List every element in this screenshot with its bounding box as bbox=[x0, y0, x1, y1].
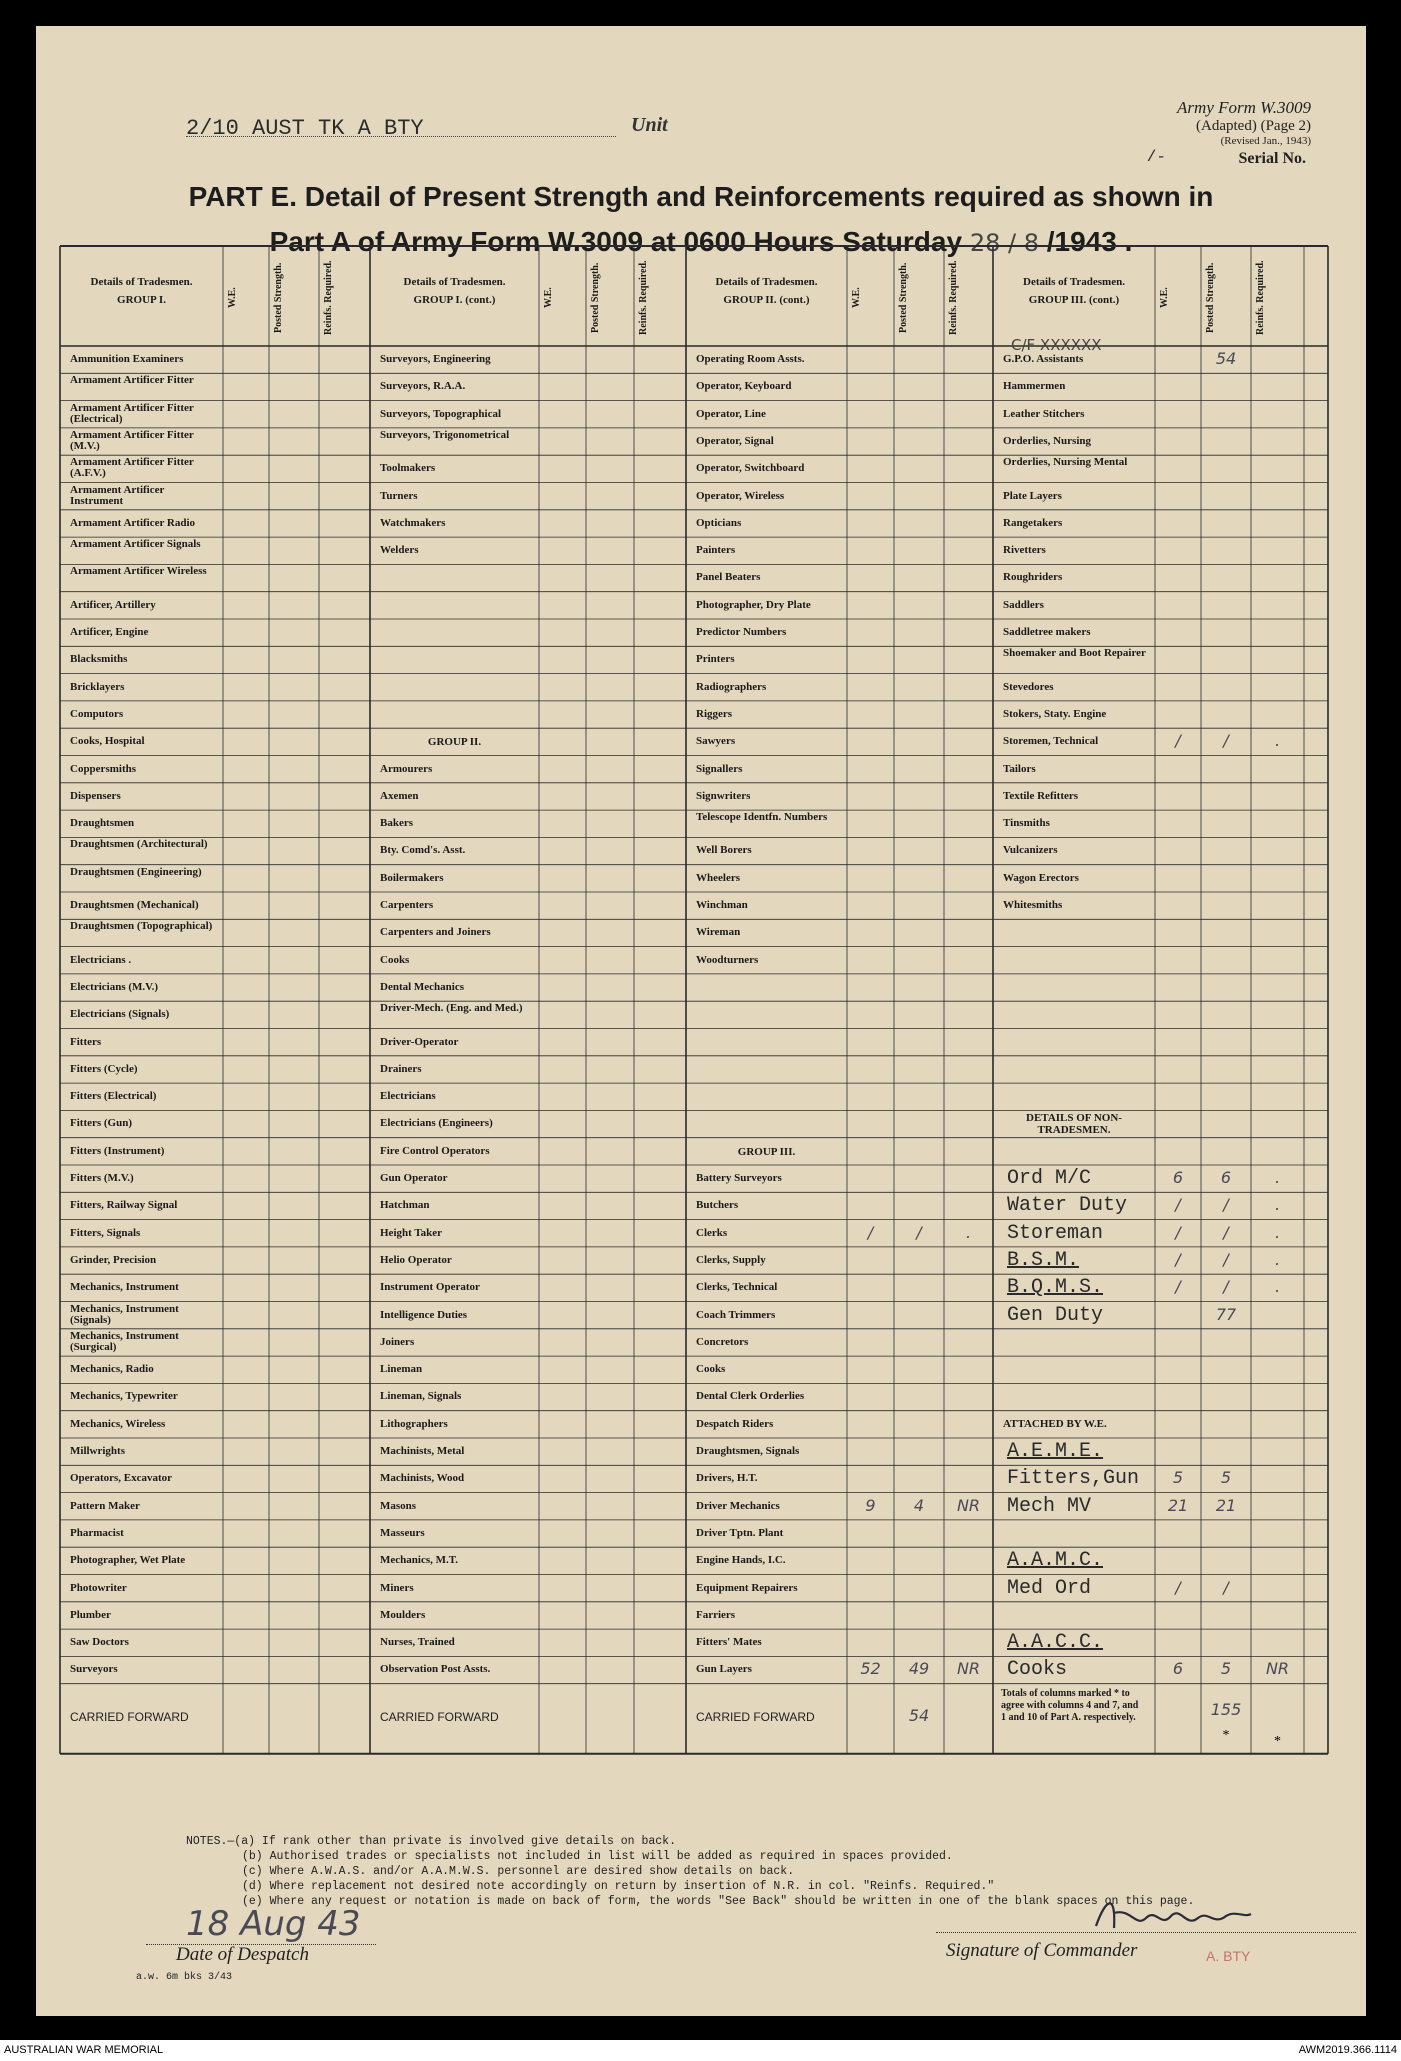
trade-label: Orderlies, Nursing bbox=[1003, 435, 1091, 447]
trade-label: Printers bbox=[696, 654, 735, 666]
entry-we: / bbox=[1175, 1277, 1181, 1297]
trade-label: Orderlies, Nursing Mental bbox=[1003, 457, 1128, 469]
trade-label: Saddlers bbox=[1003, 599, 1044, 611]
carried-forward-label: CARRIED FORWARD bbox=[380, 1709, 499, 1724]
non-tradesman-label: B.Q.M.S. bbox=[1007, 1276, 1104, 1300]
trade-label: Armament Artificer Radio bbox=[70, 517, 196, 529]
column-header-we: W.E. bbox=[851, 287, 862, 309]
entry-reinfs: . bbox=[1274, 1277, 1281, 1297]
trade-label: Mechanics, Instrument (Signals) bbox=[70, 1303, 179, 1326]
entry-reinfs: NR bbox=[956, 1659, 981, 1679]
trade-label: Wireman bbox=[696, 927, 741, 939]
trade-label: Welders bbox=[380, 545, 419, 557]
trade-label: Tinsmiths bbox=[1003, 818, 1050, 830]
notes-block bbox=[186, 1834, 1194, 1909]
trade-label: Driver-Mech. (Eng. and Med.) bbox=[380, 1003, 523, 1015]
trade-label: Dental Clerk Orderlies bbox=[696, 1391, 805, 1403]
despatch-date: 18 Aug 43 bbox=[186, 1904, 361, 1944]
entry-reinfs: . bbox=[965, 1222, 972, 1242]
note-c: (c) Where A.W.A.S. and/or A.A.M.W.S. personnel are desired show details on back. bbox=[242, 1865, 795, 1878]
header-group-text: GROUP II. (cont.) bbox=[723, 294, 810, 306]
trade-label: Armament Artificer Fitter bbox=[70, 375, 194, 387]
trade-label: Butchers bbox=[696, 1200, 739, 1212]
trade-label: Dispensers bbox=[70, 790, 121, 802]
entry-we: 9 bbox=[865, 1495, 876, 1515]
trade-label: Winchman bbox=[696, 900, 748, 911]
entry-posted: / bbox=[916, 1222, 922, 1242]
trade-label: Lineman bbox=[380, 1364, 423, 1376]
column-header-we: W.E. bbox=[1159, 287, 1170, 309]
trade-label: Hatchman bbox=[380, 1200, 430, 1212]
entry-posted: 5 bbox=[1220, 1468, 1232, 1488]
header-group-text: GROUP III. (cont.) bbox=[1028, 294, 1120, 306]
trade-label: Surveyors, Engineering bbox=[380, 354, 491, 365]
entry-posted: / bbox=[1223, 1577, 1229, 1597]
non-tradesman-label: Storeman bbox=[1007, 1221, 1104, 1245]
entry-posted: / bbox=[1223, 1249, 1229, 1269]
archive-footer bbox=[0, 2040, 1401, 2061]
trade-label: Cooks bbox=[696, 1364, 726, 1376]
totals-note: Totals of columns marked * to agree with columns 4 and 7, and 1 and 10 of Part A. respectively. bbox=[1001, 1687, 1139, 1723]
trade-label: Height Taker bbox=[380, 1227, 443, 1239]
signature-label: Signature of Commander bbox=[946, 1940, 1138, 1961]
header-details-text: Details of Tradesmen. bbox=[90, 276, 193, 288]
non-tradesman-label: Cooks bbox=[1007, 1658, 1068, 1682]
unit-label: Unit bbox=[631, 114, 668, 136]
trade-label: Stevedores bbox=[1003, 681, 1054, 693]
footer-institution: AUSTRALIAN WAR MEMORIAL bbox=[4, 2044, 164, 2056]
trade-label: Electricians (Signals) bbox=[70, 1009, 170, 1021]
trade-label: Dental Mechanics bbox=[380, 981, 465, 993]
form-number: Army Form W.3009 bbox=[1177, 98, 1311, 117]
section-non-tradesmen: DETAILS OF NON-TRADESMEN. bbox=[1026, 1112, 1122, 1137]
trade-label: Artificer, Engine bbox=[70, 627, 149, 638]
trade-label: Carpenters and Joiners bbox=[380, 927, 491, 939]
trade-label: Saddletree makers bbox=[1003, 627, 1091, 638]
trade-label: Joiners bbox=[380, 1336, 415, 1348]
trade-label: Axemen bbox=[380, 790, 419, 802]
form-revised: (Revised Jan., 1943) bbox=[1220, 135, 1311, 147]
trade-label: Carpenters bbox=[380, 900, 434, 911]
note-b: (b) Authorised trades or specialists not included in list will be added as required in spaces provided. bbox=[242, 1850, 953, 1863]
trade-label: Hammermen bbox=[1003, 381, 1066, 393]
trade-label: Saw Doctors bbox=[70, 1637, 129, 1649]
trade-label: Artificer, Artillery bbox=[70, 599, 156, 611]
entry-we: 6 bbox=[1172, 1168, 1184, 1187]
trade-label: Pattern Maker bbox=[70, 1500, 140, 1512]
trade-label: Concretors bbox=[696, 1336, 749, 1348]
trade-label: Surveyors, R.A.A. bbox=[380, 381, 466, 393]
trade-label: Bakers bbox=[380, 818, 413, 830]
trade-label: Fitters, Railway Signal bbox=[70, 1200, 178, 1212]
unit-stamp: A. BTY bbox=[1206, 1948, 1251, 1964]
header-group-text: GROUP I. bbox=[117, 294, 166, 306]
trade-label: Armament Artificer Signals bbox=[70, 539, 201, 551]
trade-label: Coach Trimmers bbox=[696, 1309, 776, 1321]
trade-label: Machinists, Metal bbox=[380, 1446, 465, 1457]
trade-label: Intelligence Duties bbox=[380, 1309, 468, 1321]
trade-label: Vulcanizers bbox=[1003, 845, 1058, 857]
trade-label: Signwriters bbox=[696, 790, 751, 802]
form-page bbox=[36, 26, 1366, 2016]
trade-label: Rivetters bbox=[1003, 545, 1046, 557]
title-year: /1943 bbox=[1046, 226, 1117, 257]
trade-label: Helio Operator bbox=[380, 1254, 452, 1266]
trade-label: Opticians bbox=[696, 517, 742, 529]
total-reinfs-star: * bbox=[1274, 1733, 1281, 1749]
despatch-label: Date of Despatch bbox=[176, 1944, 309, 1965]
header-details-text: Details of Tradesmen. bbox=[715, 276, 818, 288]
header-group-text: GROUP I. (cont.) bbox=[413, 294, 496, 306]
trade-label: Surveyors, Topographical bbox=[380, 408, 502, 420]
page-title: PART E. Detail of Present Strength and Reinforcements required as shown in bbox=[188, 181, 1214, 212]
non-tradesman-label: A.A.M.C. bbox=[1007, 1549, 1104, 1573]
entry-posted: 5 bbox=[1220, 1659, 1232, 1679]
trade-label: Machinists, Wood bbox=[380, 1473, 465, 1485]
trade-label: Stokers, Staty. Engine bbox=[1003, 708, 1107, 720]
trade-label: Telescope Identfn. Numbers bbox=[696, 812, 828, 824]
column-header-we: W.E. bbox=[543, 287, 554, 309]
non-tradesman-label: B.S.M. bbox=[1007, 1248, 1080, 1272]
title-end: . bbox=[1124, 226, 1133, 257]
trade-label: Rangetakers bbox=[1003, 517, 1063, 529]
entry-we: / bbox=[867, 1222, 874, 1242]
trade-label: Photographer, Dry Plate bbox=[696, 599, 811, 611]
entry-posted: / bbox=[1223, 1222, 1229, 1242]
footer-accession: AWM2019.366.1114 bbox=[1298, 2044, 1397, 2056]
trade-label: Whitesmiths bbox=[1003, 900, 1063, 911]
trade-label: Turners bbox=[380, 490, 418, 502]
column-header-posted: Posted Strength. bbox=[590, 262, 601, 334]
column-header-posted: Posted Strength. bbox=[273, 262, 284, 334]
entry-posted: 49 bbox=[908, 1659, 930, 1679]
entry-posted: / bbox=[1223, 1195, 1229, 1215]
trade-label: Masseurs bbox=[380, 1527, 425, 1539]
trade-label: Fitters bbox=[70, 1036, 102, 1048]
trade-label: Toolmakers bbox=[380, 463, 436, 475]
trade-label: Boilermakers bbox=[380, 872, 444, 884]
commander-signature bbox=[1086, 1888, 1256, 1938]
header-details-text: Details of Tradesmen. bbox=[403, 276, 506, 288]
trade-label: Armament Artificer Fitter (A.F.V.) bbox=[70, 457, 194, 480]
entry-posted: 77 bbox=[1215, 1304, 1237, 1324]
trade-label: Draughtsmen (Engineering) bbox=[70, 866, 202, 878]
entry-reinfs: . bbox=[1274, 1222, 1281, 1242]
trade-label: Clerks, Technical bbox=[696, 1282, 778, 1294]
trade-label: Engine Hands, I.C. bbox=[696, 1555, 786, 1567]
trade-label: Plumber bbox=[70, 1609, 111, 1621]
trade-label: Farriers bbox=[696, 1609, 736, 1621]
trade-label: Electricians bbox=[380, 1091, 436, 1103]
print-note: a.w. 6m bks 3/43 bbox=[136, 1972, 233, 1983]
trade-label: Riggers bbox=[696, 708, 733, 720]
group-heading: GROUP III. bbox=[737, 1145, 796, 1158]
trade-label: Blacksmiths bbox=[70, 654, 128, 666]
trade-label: Driver Tptn. Plant bbox=[696, 1527, 784, 1539]
trade-label: Armament Artificer Fitter (M.V.) bbox=[70, 429, 194, 452]
total-posted: 155 bbox=[1210, 1699, 1242, 1719]
trade-label: Panel Beaters bbox=[696, 572, 761, 584]
trade-label: Mechanics, Radio bbox=[70, 1364, 154, 1376]
trade-label: Operator, Line bbox=[696, 408, 766, 420]
trade-label: Computors bbox=[70, 708, 124, 720]
carried-forward-label: CARRIED FORWARD bbox=[696, 1709, 815, 1724]
trade-label: Lineman, Signals bbox=[380, 1391, 462, 1403]
entry-we: 21 bbox=[1167, 1495, 1189, 1515]
trade-label: Clerks bbox=[696, 1227, 728, 1239]
column-header-we: W.E. bbox=[227, 287, 238, 309]
trade-label: Battery Surveyors bbox=[696, 1173, 782, 1184]
trade-label: Fitters (M.V.) bbox=[70, 1173, 134, 1184]
column-header-reinfs: Reinfs. Required. bbox=[638, 260, 649, 336]
carried-forward-posted: 54 bbox=[908, 1705, 930, 1725]
trade-label: Sawyers bbox=[696, 736, 736, 748]
non-tradesman-label: Gen Duty bbox=[1007, 1303, 1104, 1327]
non-tradesman-label: Water Duty bbox=[1007, 1194, 1128, 1218]
trade-label: Fire Control Operators bbox=[380, 1145, 490, 1157]
trade-label: Surveyors, Trigonometrical bbox=[380, 429, 510, 441]
entry-we: / bbox=[1175, 1249, 1181, 1269]
non-tradesman-label: Ord M/C bbox=[1007, 1167, 1092, 1190]
trade-label: Signallers bbox=[696, 763, 743, 775]
trade-label: Draughtsmen (Architectural) bbox=[70, 839, 208, 851]
trade-label: Mechanics, Instrument bbox=[70, 1282, 179, 1294]
entry-we: 6 bbox=[1172, 1659, 1184, 1679]
column-header-details bbox=[686, 276, 847, 306]
trade-label: Mechanics, Wireless bbox=[70, 1418, 166, 1430]
section-attached: ATTACHED BY W.E. bbox=[1003, 1418, 1107, 1430]
non-tradesman-label: A.A.C.C. bbox=[1007, 1631, 1104, 1655]
trade-label: Surveyors bbox=[70, 1664, 118, 1676]
group-heading: GROUP II. bbox=[427, 736, 482, 749]
entry-we: / bbox=[1175, 1222, 1181, 1242]
column-header-details bbox=[993, 276, 1155, 306]
trade-label: Draughtsmen (Mechanical) bbox=[70, 900, 199, 911]
entry-we: / bbox=[1175, 731, 1181, 751]
trade-label-overwrite: C/F XXXXXX bbox=[1011, 338, 1102, 354]
trade-label: Driver-Operator bbox=[380, 1036, 459, 1048]
entry-reinfs: NR bbox=[956, 1495, 981, 1515]
trade-label: Instrument Operator bbox=[380, 1282, 480, 1294]
trade-label: Predictor Numbers bbox=[696, 627, 787, 638]
trade-label: Fitters' Mates bbox=[696, 1637, 762, 1649]
trade-label: Clerks, Supply bbox=[696, 1254, 766, 1266]
trade-label: Lithographers bbox=[380, 1418, 448, 1430]
trade-label: Plate Layers bbox=[1003, 490, 1062, 502]
trade-label: Drainers bbox=[380, 1063, 422, 1075]
trade-label: Storemen, Technical bbox=[1003, 736, 1099, 748]
total-posted-star: * bbox=[1222, 1727, 1230, 1743]
trade-label: Woodturners bbox=[696, 954, 759, 966]
entry-we: 5 bbox=[1172, 1468, 1184, 1488]
column-header-posted: Posted Strength. bbox=[1205, 262, 1216, 334]
trade-label: Mechanics, Typewriter bbox=[70, 1391, 178, 1403]
entry-reinfs: . bbox=[1274, 1168, 1281, 1187]
trade-label: Draughtsmen, Signals bbox=[696, 1446, 800, 1457]
trade-label: Gun Operator bbox=[380, 1173, 448, 1184]
trade-label: Bricklayers bbox=[70, 681, 125, 693]
trade-label: Operating Room Assts. bbox=[696, 354, 805, 365]
serial-value: /- bbox=[1146, 148, 1166, 166]
column-header-reinfs: Reinfs. Required. bbox=[323, 260, 334, 336]
non-tradesman-label: Fitters,Gun bbox=[1007, 1467, 1140, 1491]
trade-label: Mechanics, M.T. bbox=[380, 1555, 459, 1567]
trade-label: Painters bbox=[696, 545, 736, 557]
trade-label: Mechanics, Instrument (Surgical) bbox=[70, 1330, 179, 1353]
non-tradesman-label: A.E.M.E. bbox=[1007, 1440, 1104, 1463]
trade-label: Operator, Switchboard bbox=[696, 463, 805, 475]
trade-label: Driver Mechanics bbox=[696, 1500, 780, 1512]
trade-label: Wagon Erectors bbox=[1003, 872, 1079, 884]
trade-label: Operator, Keyboard bbox=[696, 381, 792, 393]
entry-we: 52 bbox=[860, 1659, 881, 1679]
trade-label: Nurses, Trained bbox=[380, 1637, 455, 1649]
entry-we: / bbox=[1175, 1577, 1181, 1597]
serial-label: Serial No. bbox=[1238, 150, 1306, 167]
trade-label: Operators, Excavator bbox=[70, 1473, 173, 1485]
trade-label: Fitters, Signals bbox=[70, 1227, 141, 1239]
column-header-reinfs: Reinfs. Required. bbox=[1255, 260, 1266, 336]
trade-label: Tailors bbox=[1003, 763, 1036, 775]
column-header-posted: Posted Strength. bbox=[898, 262, 909, 334]
trade-label: Ammunition Examiners bbox=[70, 354, 184, 365]
trade-label: Wheelers bbox=[696, 872, 740, 884]
entry-reinfs: . bbox=[1274, 1249, 1281, 1269]
column-header-details bbox=[370, 276, 539, 306]
non-tradesman-label: Med Ord bbox=[1007, 1576, 1092, 1600]
trade-label: Draughtsmen (Topographical) bbox=[70, 921, 213, 933]
note-d: (d) Where replacement not desired note accordingly on return by insertion of N.R. in col. "Reinfs. Required." bbox=[242, 1880, 995, 1893]
trade-label: Well Borers bbox=[696, 845, 752, 857]
trade-label: Operator, Wireless bbox=[696, 490, 785, 502]
note-e: (e) Where any request or notation is made on back of form, the words "See Back" should be written in one of the blank spaces on this page. bbox=[242, 1895, 1195, 1908]
trade-label: Grinder, Precision bbox=[70, 1254, 157, 1266]
carried-forward-label: CARRIED FORWARD bbox=[70, 1709, 189, 1724]
entry-posted: 54 bbox=[1215, 349, 1237, 368]
trade-label: Shoemaker and Boot Repairer bbox=[1003, 648, 1146, 660]
trade-label: Armament Artificer Instrument bbox=[70, 484, 165, 507]
title-prefix: Part A of Army Form W.3009 at 0600 Hours Saturday bbox=[269, 226, 963, 257]
trade-label: Drivers, H.T. bbox=[696, 1473, 758, 1485]
non-tradesman-label: Mech MV bbox=[1007, 1494, 1092, 1518]
trade-label: Textile Refitters bbox=[1003, 790, 1079, 802]
trade-label: Equipment Repairers bbox=[696, 1582, 798, 1594]
trade-label: Cooks bbox=[380, 954, 410, 966]
entry-reinfs: NR bbox=[1265, 1659, 1290, 1679]
signature-dotted-line bbox=[936, 1932, 1356, 1933]
trade-label: Electricians (M.V.) bbox=[70, 981, 159, 993]
trade-label: Operator, Signal bbox=[696, 435, 774, 447]
unit-value: 2/10 AUST TK A BTY bbox=[186, 116, 424, 141]
entry-posted: / bbox=[1223, 1277, 1229, 1297]
entry-posted: 21 bbox=[1215, 1495, 1237, 1515]
trade-label: Observation Post Assts. bbox=[380, 1664, 491, 1676]
trade-label: Leather Stitchers bbox=[1003, 408, 1085, 420]
trade-label: Roughriders bbox=[1003, 572, 1063, 584]
trade-label: Photowriter bbox=[70, 1582, 127, 1594]
entry-reinfs: . bbox=[1274, 731, 1281, 751]
trade-label: Watchmakers bbox=[380, 517, 446, 529]
trade-label: Draughtsmen bbox=[70, 818, 135, 830]
trade-label: Fitters (Cycle) bbox=[70, 1063, 138, 1075]
trade-label: Bty. Comd's. Asst. bbox=[380, 845, 466, 857]
trade-label: Armament Artificer Fitter (Electrical) bbox=[70, 402, 194, 425]
trade-label: Electricians . bbox=[70, 954, 132, 966]
trade-label: Fitters (Instrument) bbox=[70, 1145, 165, 1157]
column-header-reinfs: Reinfs. Required. bbox=[948, 260, 959, 336]
entry-reinfs: . bbox=[1274, 1195, 1281, 1215]
entry-posted: 6 bbox=[1220, 1168, 1232, 1187]
trade-label: Despatch Riders bbox=[696, 1418, 774, 1430]
entry-we: / bbox=[1175, 1195, 1181, 1215]
trade-label: Electricians (Engineers) bbox=[380, 1118, 493, 1130]
trade-label: Moulders bbox=[380, 1609, 426, 1621]
trade-label: Millwrights bbox=[70, 1446, 125, 1457]
entry-posted: / bbox=[1223, 731, 1229, 751]
trade-label: Photographer, Wet Plate bbox=[70, 1555, 186, 1567]
trade-label: Coppersmiths bbox=[70, 763, 137, 775]
trade-label: Gun Layers bbox=[696, 1664, 752, 1676]
trade-label: Pharmacist bbox=[70, 1527, 124, 1539]
trade-label: Miners bbox=[380, 1582, 414, 1594]
title-date: 28 / 8 bbox=[969, 229, 1039, 257]
trade-label: Radiographers bbox=[696, 681, 767, 693]
header-details-text: Details of Tradesmen. bbox=[1023, 276, 1125, 288]
trade-label: G.P.O. Assistants bbox=[1003, 354, 1084, 365]
trade-label: Armourers bbox=[380, 763, 433, 775]
trade-label: Fitters (Gun) bbox=[70, 1118, 133, 1130]
trade-label: Armament Artificer Wireless bbox=[70, 566, 207, 578]
column-header-details bbox=[60, 276, 223, 306]
entry-posted: 4 bbox=[913, 1495, 925, 1515]
note-a: NOTES.—(a) If rank other than private is involved give details on back. bbox=[186, 1835, 676, 1848]
trade-label: Cooks, Hospital bbox=[70, 736, 145, 748]
form-adapted: (Adapted) (Page 2) bbox=[1196, 118, 1311, 134]
trade-label: Fitters (Electrical) bbox=[70, 1091, 157, 1103]
trade-label: Masons bbox=[380, 1500, 417, 1512]
